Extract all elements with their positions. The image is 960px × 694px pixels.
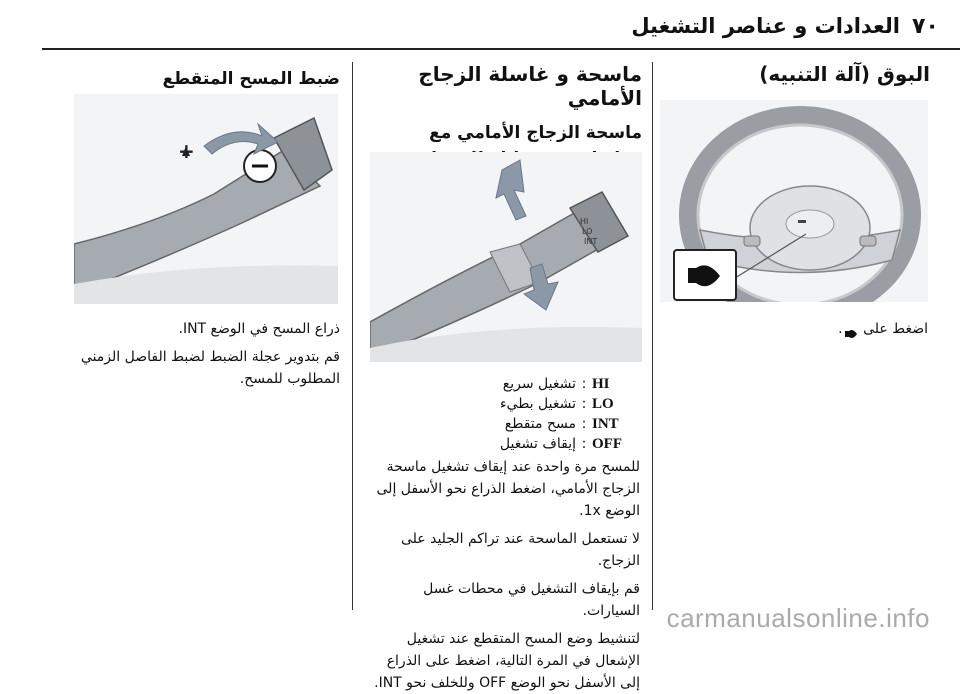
interval-para-adjust: قم بتدوير عجلة الضبط لضبط الفاصل الزمني المطلوب للمسح. — [80, 349, 340, 387]
horn-section — [664, 62, 930, 86]
definition-row: LO : تشغيل بطيء — [366, 394, 636, 414]
column-divider-left — [352, 62, 353, 610]
column-divider-right — [652, 62, 653, 610]
page-number: ٧٠ — [912, 14, 939, 39]
page-header — [0, 0, 960, 48]
definition-value: تشغيل بطيء — [499, 396, 576, 412]
wiper-lever-illustration — [370, 152, 642, 362]
horn-caption-row: اضغط على . — [838, 321, 928, 337]
definition-row: HI : تشغيل سريع — [366, 374, 636, 394]
horn-caption: اضغط على — [863, 321, 928, 337]
wiper-subtitle: ماسحة الزجاج الأمامي مع — [429, 123, 642, 143]
wiper-para-activate-interval: لتنشيط وضع المسح المتقطع عند تشغيل الإشعال في المرة التالية، اضغط على الذراع إلى الأسفل نحو الوضع OFF وللخلف نحو INT. — [374, 631, 640, 691]
steering-wheel-figure — [660, 100, 928, 302]
interval-wheel-figure — [74, 94, 338, 304]
definition-key: OFF — [592, 436, 622, 452]
wiper-para-car-wash: قم بإيقاف التشغيل في محطات غسل السيارات. — [423, 581, 640, 619]
definition-value: إيقاف تشغيل — [499, 436, 576, 452]
definition-value: تشغيل سريع — [502, 376, 576, 392]
watermark: carmanualsonline.info — [666, 603, 930, 633]
wiper-definitions — [366, 374, 636, 454]
wiper-body — [364, 456, 640, 694]
wiper-title: ماسحة و غاسلة الزجاج الأمامي — [418, 62, 642, 110]
svg-text:LO: LO — [582, 227, 593, 236]
horn-icon — [843, 324, 859, 334]
definition-row: OFF : إيقاف تشغيل — [366, 434, 636, 454]
definition-key: INT — [592, 416, 619, 432]
steering-wheel-illustration — [660, 100, 928, 302]
definition-value: مسح متقطع — [504, 416, 576, 432]
wiper-para-single-wipe: للمسح مرة واحدة عند إيقاف تشغيل ماسحة الزجاج الأمامي، اضغط الذراع نحو الأسفل إلى الوضع 1x. — [376, 459, 640, 519]
definition-key: HI — [592, 376, 610, 392]
wiper-lever-figure — [370, 152, 642, 362]
interval-para-position: ذراع المسح في الوضع INT. — [178, 321, 340, 337]
definition-key: LO — [592, 396, 614, 412]
interval-section — [68, 66, 340, 92]
interval-title: ضبط المسح المتقطع — [162, 69, 340, 89]
wiper-para-ice: لا تستعمل الماسحة عند تراكم الجليد على الزجاج. — [400, 531, 640, 569]
header-rule — [42, 48, 960, 50]
interval-body — [64, 318, 340, 390]
svg-text:HI: HI — [580, 217, 589, 226]
interval-wheel-illustration — [74, 94, 338, 304]
svg-text:INT: INT — [584, 237, 598, 246]
svg-text:+: + — [178, 139, 195, 163]
running-title: العدادات و عناصر التشغيل — [631, 14, 900, 38]
definition-row: INT : مسح متقطع — [366, 414, 636, 434]
horn-title: البوق (آلة التنبيه) — [759, 62, 930, 86]
